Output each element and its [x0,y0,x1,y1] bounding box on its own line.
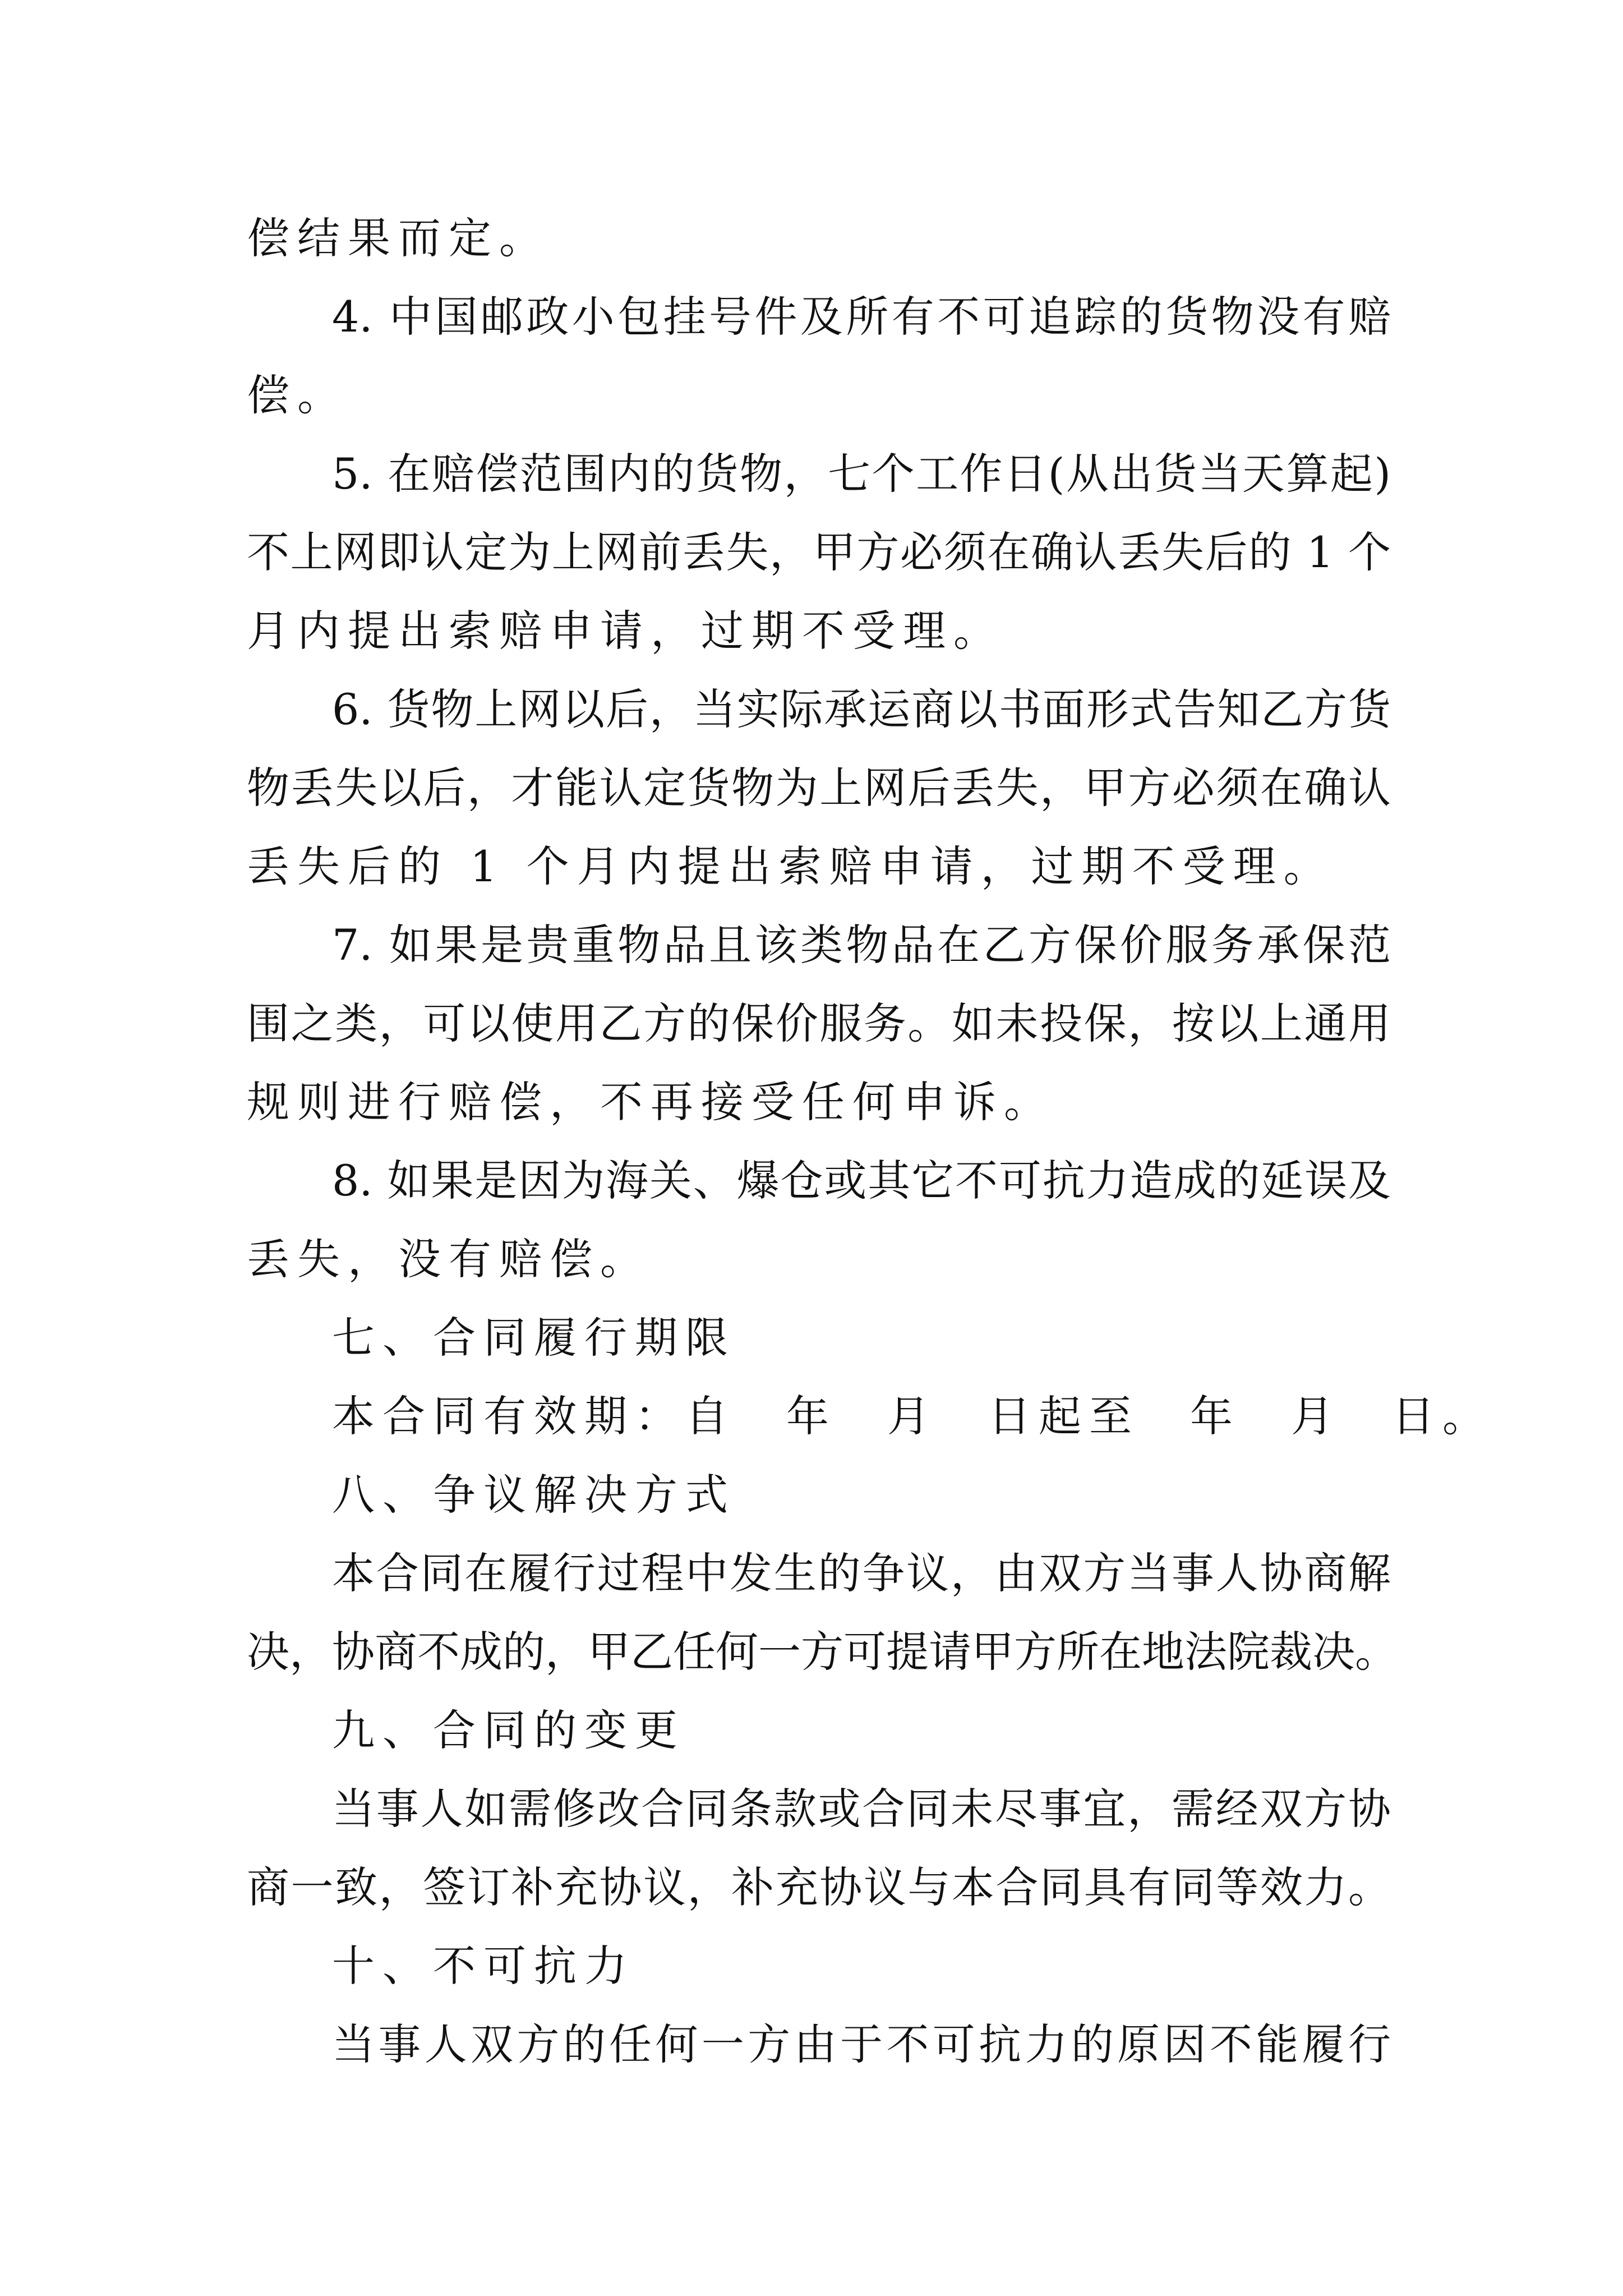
document-line: 6. 货物上网以后，当实际承运商以书面形式告知乙方货 [332,684,1391,734]
document-line: 偿。 [247,370,348,420]
document-line: 商一致，签订补充协议，补充协议与本合同具有同等效力。 [247,1862,1391,1912]
document-line: 规则进行赔偿，不再接受任何申诉。 [247,1077,1054,1127]
document-line: 4. 中国邮政小包挂号件及所有不可追踪的货物没有赔 [332,292,1391,342]
document-line: 7. 如果是贵重物品且该类物品在乙方保价服务承保范 [332,920,1391,970]
document-line: 当事人如需修改合同条款或合同未尽事宜，需经双方协 [332,1784,1391,1834]
document-line: 九、合同的变更 [332,1705,685,1755]
document-line: 物丢失以后，才能认定货物为上网后丢失，甲方必须在确认 [247,763,1391,813]
document-line: 围之类，可以使用乙方的保价服务。如未投保，按以上通用 [247,999,1391,1048]
document-body [247,199,1493,2084]
document-line: 5. 在赔偿范围内的货物，七个工作日(从出货当天算起) [332,449,1391,499]
document-line: 十、不可抗力 [332,1941,635,1991]
document-line: 丢失，没有赔偿。 [247,1234,651,1284]
document-line: 丢失后的 1 个月内提出索赔申请，过期不受理。 [247,841,1334,891]
document-line: 不上网即认定为上网前丢失，甲方必须在确认丢失后的 1 个 [247,527,1391,577]
document-line: 偿结果而定。 [247,213,550,263]
document-line: 月内提出索赔申请，过期不受理。 [247,606,1004,656]
document-line: 决，协商不成的，甲乙任何一方可提请甲方所在地法院裁决。 [247,1627,1398,1677]
document-line: 本合同在履行过程中发生的争议，由双方当事人协商解 [332,1548,1391,1598]
document-line: 8. 如果是因为海关、爆仓或其它不可抗力造成的延误及 [332,1156,1391,1205]
document-line: 本合同有效期：自 年 月 日起至 年 月 日。 [332,1391,1493,1441]
document-line: 当事人双方的任何一方由于不可抗力的原因不能履行 [332,2019,1391,2069]
document-line: 八、争议解决方式 [332,1470,736,1520]
document-line: 七、合同履行期限 [332,1313,736,1363]
